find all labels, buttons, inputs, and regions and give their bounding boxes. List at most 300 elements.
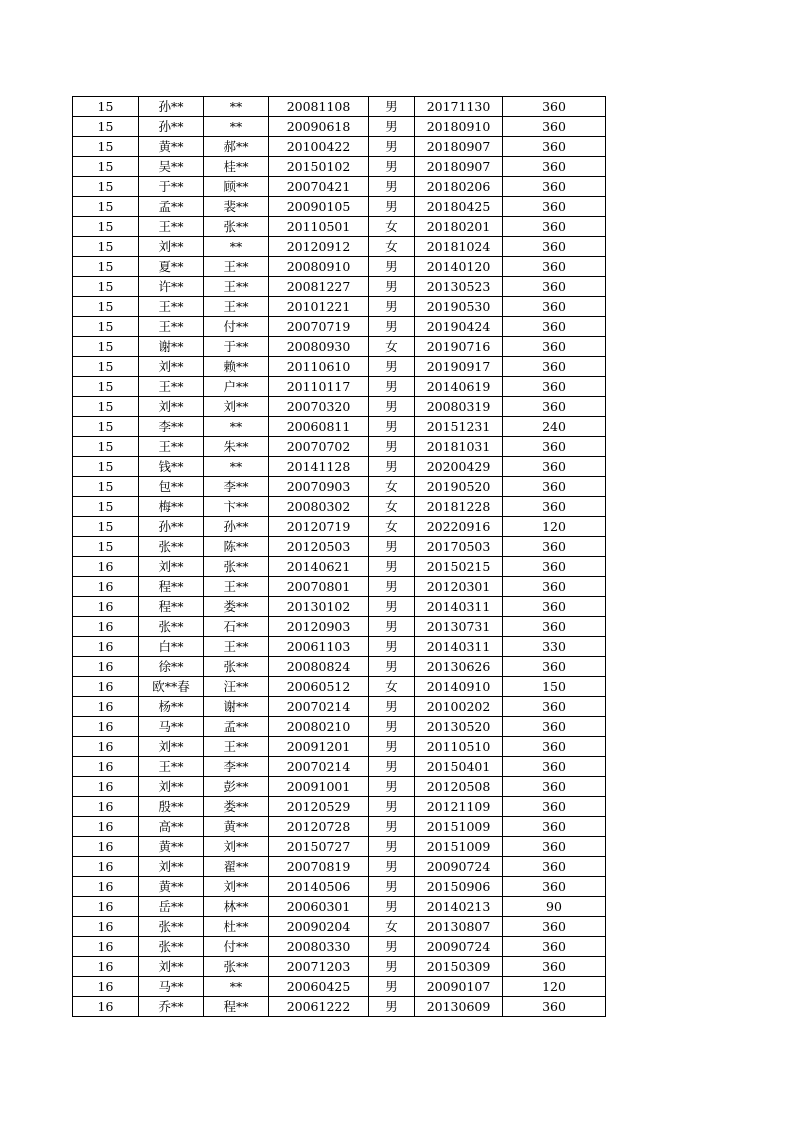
start-date-cell: 20081227 <box>269 277 369 297</box>
end-date-cell: 20140311 <box>415 597 503 617</box>
group-cell: 15 <box>73 337 139 357</box>
end-date-cell: 20170503 <box>415 537 503 557</box>
end-date-cell: 20150401 <box>415 757 503 777</box>
group-cell: 15 <box>73 137 139 157</box>
table-row <box>73 957 606 977</box>
gender-cell: 男 <box>369 837 415 857</box>
name-cell: 孙** <box>139 97 204 117</box>
name-cell: 谢** <box>139 337 204 357</box>
group-cell: 16 <box>73 857 139 877</box>
table-row <box>73 597 606 617</box>
start-date-cell: 20060512 <box>269 677 369 697</box>
second-name-cell: 顾** <box>204 177 269 197</box>
table-row <box>73 777 606 797</box>
gender-cell: 男 <box>369 737 415 757</box>
second-name-cell: ** <box>204 417 269 437</box>
name-cell: 许** <box>139 277 204 297</box>
end-date-cell: 20100202 <box>415 697 503 717</box>
second-name-cell: ** <box>204 457 269 477</box>
gender-cell: 男 <box>369 797 415 817</box>
name-cell: 张** <box>139 937 204 957</box>
group-cell: 16 <box>73 877 139 897</box>
second-name-cell: 刘** <box>204 837 269 857</box>
table-row <box>73 457 606 477</box>
group-cell: 15 <box>73 477 139 497</box>
end-date-cell: 20150906 <box>415 877 503 897</box>
end-date-cell: 20180907 <box>415 137 503 157</box>
second-name-cell: 付** <box>204 317 269 337</box>
second-name-cell: 桂** <box>204 157 269 177</box>
gender-cell: 女 <box>369 677 415 697</box>
start-date-cell: 20090204 <box>269 917 369 937</box>
gender-cell: 男 <box>369 317 415 337</box>
gender-cell: 男 <box>369 457 415 477</box>
gender-cell: 男 <box>369 97 415 117</box>
value-cell: 360 <box>503 317 606 337</box>
value-cell: 360 <box>503 877 606 897</box>
start-date-cell: 20091201 <box>269 737 369 757</box>
end-date-cell: 20080319 <box>415 397 503 417</box>
group-cell: 15 <box>73 537 139 557</box>
gender-cell: 男 <box>369 577 415 597</box>
value-cell: 360 <box>503 937 606 957</box>
value-cell: 360 <box>503 137 606 157</box>
value-cell: 360 <box>503 657 606 677</box>
value-cell: 330 <box>503 637 606 657</box>
name-cell: 杨** <box>139 697 204 717</box>
end-date-cell: 20190424 <box>415 317 503 337</box>
gender-cell: 男 <box>369 617 415 637</box>
group-cell: 15 <box>73 97 139 117</box>
end-date-cell: 20181031 <box>415 437 503 457</box>
gender-cell: 男 <box>369 997 415 1017</box>
name-cell: 程** <box>139 577 204 597</box>
group-cell: 16 <box>73 897 139 917</box>
start-date-cell: 20060811 <box>269 417 369 437</box>
second-name-cell: 孟** <box>204 717 269 737</box>
value-cell: 120 <box>503 977 606 997</box>
gender-cell: 男 <box>369 377 415 397</box>
name-cell: 刘** <box>139 737 204 757</box>
group-cell: 15 <box>73 517 139 537</box>
second-name-cell: 娄** <box>204 797 269 817</box>
table-row <box>73 857 606 877</box>
group-cell: 16 <box>73 757 139 777</box>
gender-cell: 男 <box>369 777 415 797</box>
start-date-cell: 20070214 <box>269 697 369 717</box>
group-cell: 16 <box>73 737 139 757</box>
end-date-cell: 20180910 <box>415 117 503 137</box>
table-row <box>73 837 606 857</box>
value-cell: 360 <box>503 837 606 857</box>
value-cell: 360 <box>503 237 606 257</box>
second-name-cell: 裴** <box>204 197 269 217</box>
name-cell: 王** <box>139 297 204 317</box>
second-name-cell: 户** <box>204 377 269 397</box>
value-cell: 360 <box>503 397 606 417</box>
end-date-cell: 20171130 <box>415 97 503 117</box>
end-date-cell: 20180907 <box>415 157 503 177</box>
end-date-cell: 20190917 <box>415 357 503 377</box>
group-cell: 15 <box>73 117 139 137</box>
group-cell: 16 <box>73 957 139 977</box>
table-row <box>73 937 606 957</box>
start-date-cell: 20130102 <box>269 597 369 617</box>
gender-cell: 男 <box>369 717 415 737</box>
second-name-cell: 于** <box>204 337 269 357</box>
gender-cell: 男 <box>369 417 415 437</box>
name-cell: 王** <box>139 377 204 397</box>
end-date-cell: 20130807 <box>415 917 503 937</box>
end-date-cell: 20090724 <box>415 857 503 877</box>
name-cell: 刘** <box>139 397 204 417</box>
group-cell: 16 <box>73 637 139 657</box>
value-cell: 240 <box>503 417 606 437</box>
value-cell: 120 <box>503 517 606 537</box>
name-cell: 黄** <box>139 837 204 857</box>
gender-cell: 男 <box>369 877 415 897</box>
group-cell: 15 <box>73 297 139 317</box>
second-name-cell: 汪** <box>204 677 269 697</box>
value-cell: 360 <box>503 197 606 217</box>
table-row <box>73 997 606 1017</box>
name-cell: 梅** <box>139 497 204 517</box>
table-row <box>73 397 606 417</box>
gender-cell: 男 <box>369 277 415 297</box>
value-cell: 150 <box>503 677 606 697</box>
second-name-cell: ** <box>204 977 269 997</box>
value-cell: 360 <box>503 857 606 877</box>
group-cell: 15 <box>73 417 139 437</box>
value-cell: 360 <box>503 737 606 757</box>
group-cell: 15 <box>73 397 139 417</box>
second-name-cell: 王** <box>204 257 269 277</box>
table-row <box>73 977 606 997</box>
group-cell: 16 <box>73 997 139 1017</box>
gender-cell: 男 <box>369 357 415 377</box>
gender-cell: 男 <box>369 937 415 957</box>
table-row <box>73 117 606 137</box>
gender-cell: 男 <box>369 117 415 137</box>
end-date-cell: 20130523 <box>415 277 503 297</box>
table-row <box>73 497 606 517</box>
end-date-cell: 20090107 <box>415 977 503 997</box>
second-name-cell: 王** <box>204 577 269 597</box>
name-cell: 孙** <box>139 517 204 537</box>
value-cell: 360 <box>503 777 606 797</box>
name-cell: 马** <box>139 717 204 737</box>
start-date-cell: 20070801 <box>269 577 369 597</box>
name-cell: 徐** <box>139 657 204 677</box>
group-cell: 16 <box>73 617 139 637</box>
table-row <box>73 297 606 317</box>
gender-cell: 女 <box>369 337 415 357</box>
gender-cell: 男 <box>369 137 415 157</box>
gender-cell: 男 <box>369 857 415 877</box>
gender-cell: 男 <box>369 817 415 837</box>
table-row <box>73 817 606 837</box>
name-cell: 黄** <box>139 137 204 157</box>
end-date-cell: 20150309 <box>415 957 503 977</box>
table-row <box>73 637 606 657</box>
table-row <box>73 357 606 377</box>
end-date-cell: 20190716 <box>415 337 503 357</box>
name-cell: 李** <box>139 417 204 437</box>
second-name-cell: ** <box>204 97 269 117</box>
table-row <box>73 877 606 897</box>
second-name-cell: 张** <box>204 557 269 577</box>
group-cell: 16 <box>73 597 139 617</box>
end-date-cell: 20130626 <box>415 657 503 677</box>
table-row <box>73 377 606 397</box>
start-date-cell: 20090105 <box>269 197 369 217</box>
table-row <box>73 677 606 697</box>
second-name-cell: 李** <box>204 757 269 777</box>
group-cell: 16 <box>73 577 139 597</box>
table-row <box>73 797 606 817</box>
gender-cell: 男 <box>369 177 415 197</box>
start-date-cell: 20120728 <box>269 817 369 837</box>
value-cell: 360 <box>503 97 606 117</box>
start-date-cell: 20081108 <box>269 97 369 117</box>
second-name-cell: ** <box>204 117 269 137</box>
end-date-cell: 20130520 <box>415 717 503 737</box>
second-name-cell: 黄** <box>204 817 269 837</box>
start-date-cell: 20120719 <box>269 517 369 537</box>
start-date-cell: 20120903 <box>269 617 369 637</box>
group-cell: 15 <box>73 157 139 177</box>
start-date-cell: 20061103 <box>269 637 369 657</box>
group-cell: 15 <box>73 217 139 237</box>
name-cell: 张** <box>139 617 204 637</box>
start-date-cell: 20061222 <box>269 997 369 1017</box>
start-date-cell: 20060301 <box>269 897 369 917</box>
name-cell: 孙** <box>139 117 204 137</box>
second-name-cell: 付** <box>204 937 269 957</box>
table-row <box>73 137 606 157</box>
name-cell: 夏** <box>139 257 204 277</box>
end-date-cell: 20181024 <box>415 237 503 257</box>
start-date-cell: 20140506 <box>269 877 369 897</box>
start-date-cell: 20070214 <box>269 757 369 777</box>
end-date-cell: 20140619 <box>415 377 503 397</box>
start-date-cell: 20080930 <box>269 337 369 357</box>
value-cell: 360 <box>503 437 606 457</box>
gender-cell: 男 <box>369 597 415 617</box>
end-date-cell: 20151231 <box>415 417 503 437</box>
name-cell: 吴** <box>139 157 204 177</box>
start-date-cell: 20070421 <box>269 177 369 197</box>
value-cell: 360 <box>503 457 606 477</box>
value-cell: 360 <box>503 797 606 817</box>
group-cell: 16 <box>73 937 139 957</box>
gender-cell: 男 <box>369 697 415 717</box>
second-name-cell: 程** <box>204 997 269 1017</box>
end-date-cell: 20200429 <box>415 457 503 477</box>
end-date-cell: 20121109 <box>415 797 503 817</box>
table-row <box>73 917 606 937</box>
group-cell: 16 <box>73 677 139 697</box>
second-name-cell: 王** <box>204 737 269 757</box>
second-name-cell: 张** <box>204 217 269 237</box>
group-cell: 16 <box>73 697 139 717</box>
table-row <box>73 277 606 297</box>
end-date-cell: 20090724 <box>415 937 503 957</box>
second-name-cell: 陈** <box>204 537 269 557</box>
value-cell: 360 <box>503 117 606 137</box>
second-name-cell: 李** <box>204 477 269 497</box>
value-cell: 360 <box>503 277 606 297</box>
end-date-cell: 20180201 <box>415 217 503 237</box>
value-cell: 360 <box>503 557 606 577</box>
group-cell: 16 <box>73 797 139 817</box>
table-row <box>73 557 606 577</box>
table-row <box>73 897 606 917</box>
table-row <box>73 257 606 277</box>
table-row <box>73 197 606 217</box>
name-cell: 刘** <box>139 237 204 257</box>
value-cell: 360 <box>503 917 606 937</box>
end-date-cell: 20140213 <box>415 897 503 917</box>
table-row <box>73 737 606 757</box>
end-date-cell: 20120301 <box>415 577 503 597</box>
end-date-cell: 20130609 <box>415 997 503 1017</box>
name-cell: 刘** <box>139 777 204 797</box>
value-cell: 360 <box>503 537 606 557</box>
gender-cell: 男 <box>369 557 415 577</box>
second-name-cell: 彭** <box>204 777 269 797</box>
group-cell: 16 <box>73 817 139 837</box>
table-row <box>73 477 606 497</box>
gender-cell: 男 <box>369 157 415 177</box>
name-cell: 白** <box>139 637 204 657</box>
gender-cell: 女 <box>369 917 415 937</box>
group-cell: 15 <box>73 357 139 377</box>
end-date-cell: 20150215 <box>415 557 503 577</box>
start-date-cell: 20080824 <box>269 657 369 677</box>
gender-cell: 男 <box>369 977 415 997</box>
name-cell: 王** <box>139 757 204 777</box>
table-row <box>73 437 606 457</box>
second-name-cell: ** <box>204 237 269 257</box>
start-date-cell: 20150727 <box>269 837 369 857</box>
second-name-cell: 张** <box>204 957 269 977</box>
value-cell: 360 <box>503 357 606 377</box>
table-row <box>73 217 606 237</box>
second-name-cell: 娄** <box>204 597 269 617</box>
start-date-cell: 20070702 <box>269 437 369 457</box>
start-date-cell: 20110501 <box>269 217 369 237</box>
end-date-cell: 20130731 <box>415 617 503 637</box>
end-date-cell: 20190520 <box>415 477 503 497</box>
value-cell: 360 <box>503 217 606 237</box>
end-date-cell: 20140311 <box>415 637 503 657</box>
table-row <box>73 237 606 257</box>
table-row <box>73 617 606 637</box>
table-row <box>73 97 606 117</box>
end-date-cell: 20120508 <box>415 777 503 797</box>
start-date-cell: 20060425 <box>269 977 369 997</box>
end-date-cell: 20180425 <box>415 197 503 217</box>
value-cell: 360 <box>503 477 606 497</box>
name-cell: 张** <box>139 537 204 557</box>
gender-cell: 男 <box>369 537 415 557</box>
end-date-cell: 20181228 <box>415 497 503 517</box>
name-cell: 刘** <box>139 557 204 577</box>
value-cell: 360 <box>503 957 606 977</box>
name-cell: 乔** <box>139 997 204 1017</box>
name-cell: 刘** <box>139 857 204 877</box>
second-name-cell: 谢** <box>204 697 269 717</box>
value-cell: 360 <box>503 177 606 197</box>
table-row <box>73 157 606 177</box>
end-date-cell: 20151009 <box>415 817 503 837</box>
value-cell: 360 <box>503 757 606 777</box>
name-cell: 王** <box>139 217 204 237</box>
group-cell: 16 <box>73 777 139 797</box>
second-name-cell: 孙** <box>204 517 269 537</box>
table-row <box>73 717 606 737</box>
gender-cell: 男 <box>369 297 415 317</box>
group-cell: 15 <box>73 177 139 197</box>
name-cell: 钱** <box>139 457 204 477</box>
table-row <box>73 177 606 197</box>
value-cell: 360 <box>503 697 606 717</box>
second-name-cell: 朱** <box>204 437 269 457</box>
start-date-cell: 20090618 <box>269 117 369 137</box>
start-date-cell: 20110610 <box>269 357 369 377</box>
start-date-cell: 20140621 <box>269 557 369 577</box>
table-row <box>73 537 606 557</box>
gender-cell: 女 <box>369 217 415 237</box>
value-cell: 360 <box>503 717 606 737</box>
group-cell: 16 <box>73 657 139 677</box>
value-cell: 360 <box>503 577 606 597</box>
start-date-cell: 20120529 <box>269 797 369 817</box>
second-name-cell: 刘** <box>204 877 269 897</box>
group-cell: 15 <box>73 437 139 457</box>
table-row <box>73 577 606 597</box>
value-cell: 360 <box>503 997 606 1017</box>
start-date-cell: 20071203 <box>269 957 369 977</box>
gender-cell: 男 <box>369 397 415 417</box>
name-cell: 高** <box>139 817 204 837</box>
start-date-cell: 20070719 <box>269 317 369 337</box>
second-name-cell: 林** <box>204 897 269 917</box>
group-cell: 16 <box>73 917 139 937</box>
gender-cell: 男 <box>369 437 415 457</box>
value-cell: 360 <box>503 337 606 357</box>
table-row <box>73 417 606 437</box>
group-cell: 16 <box>73 717 139 737</box>
name-cell: 张** <box>139 917 204 937</box>
gender-cell: 男 <box>369 957 415 977</box>
group-cell: 16 <box>73 557 139 577</box>
name-cell: 包** <box>139 477 204 497</box>
second-name-cell: 卞** <box>204 497 269 517</box>
name-cell: 王** <box>139 437 204 457</box>
end-date-cell: 20190530 <box>415 297 503 317</box>
end-date-cell: 20151009 <box>415 837 503 857</box>
second-name-cell: 王** <box>204 297 269 317</box>
table-row <box>73 697 606 717</box>
group-cell: 15 <box>73 257 139 277</box>
end-date-cell: 20140910 <box>415 677 503 697</box>
start-date-cell: 20080330 <box>269 937 369 957</box>
name-cell: 刘** <box>139 357 204 377</box>
value-cell: 360 <box>503 157 606 177</box>
second-name-cell: 翟** <box>204 857 269 877</box>
